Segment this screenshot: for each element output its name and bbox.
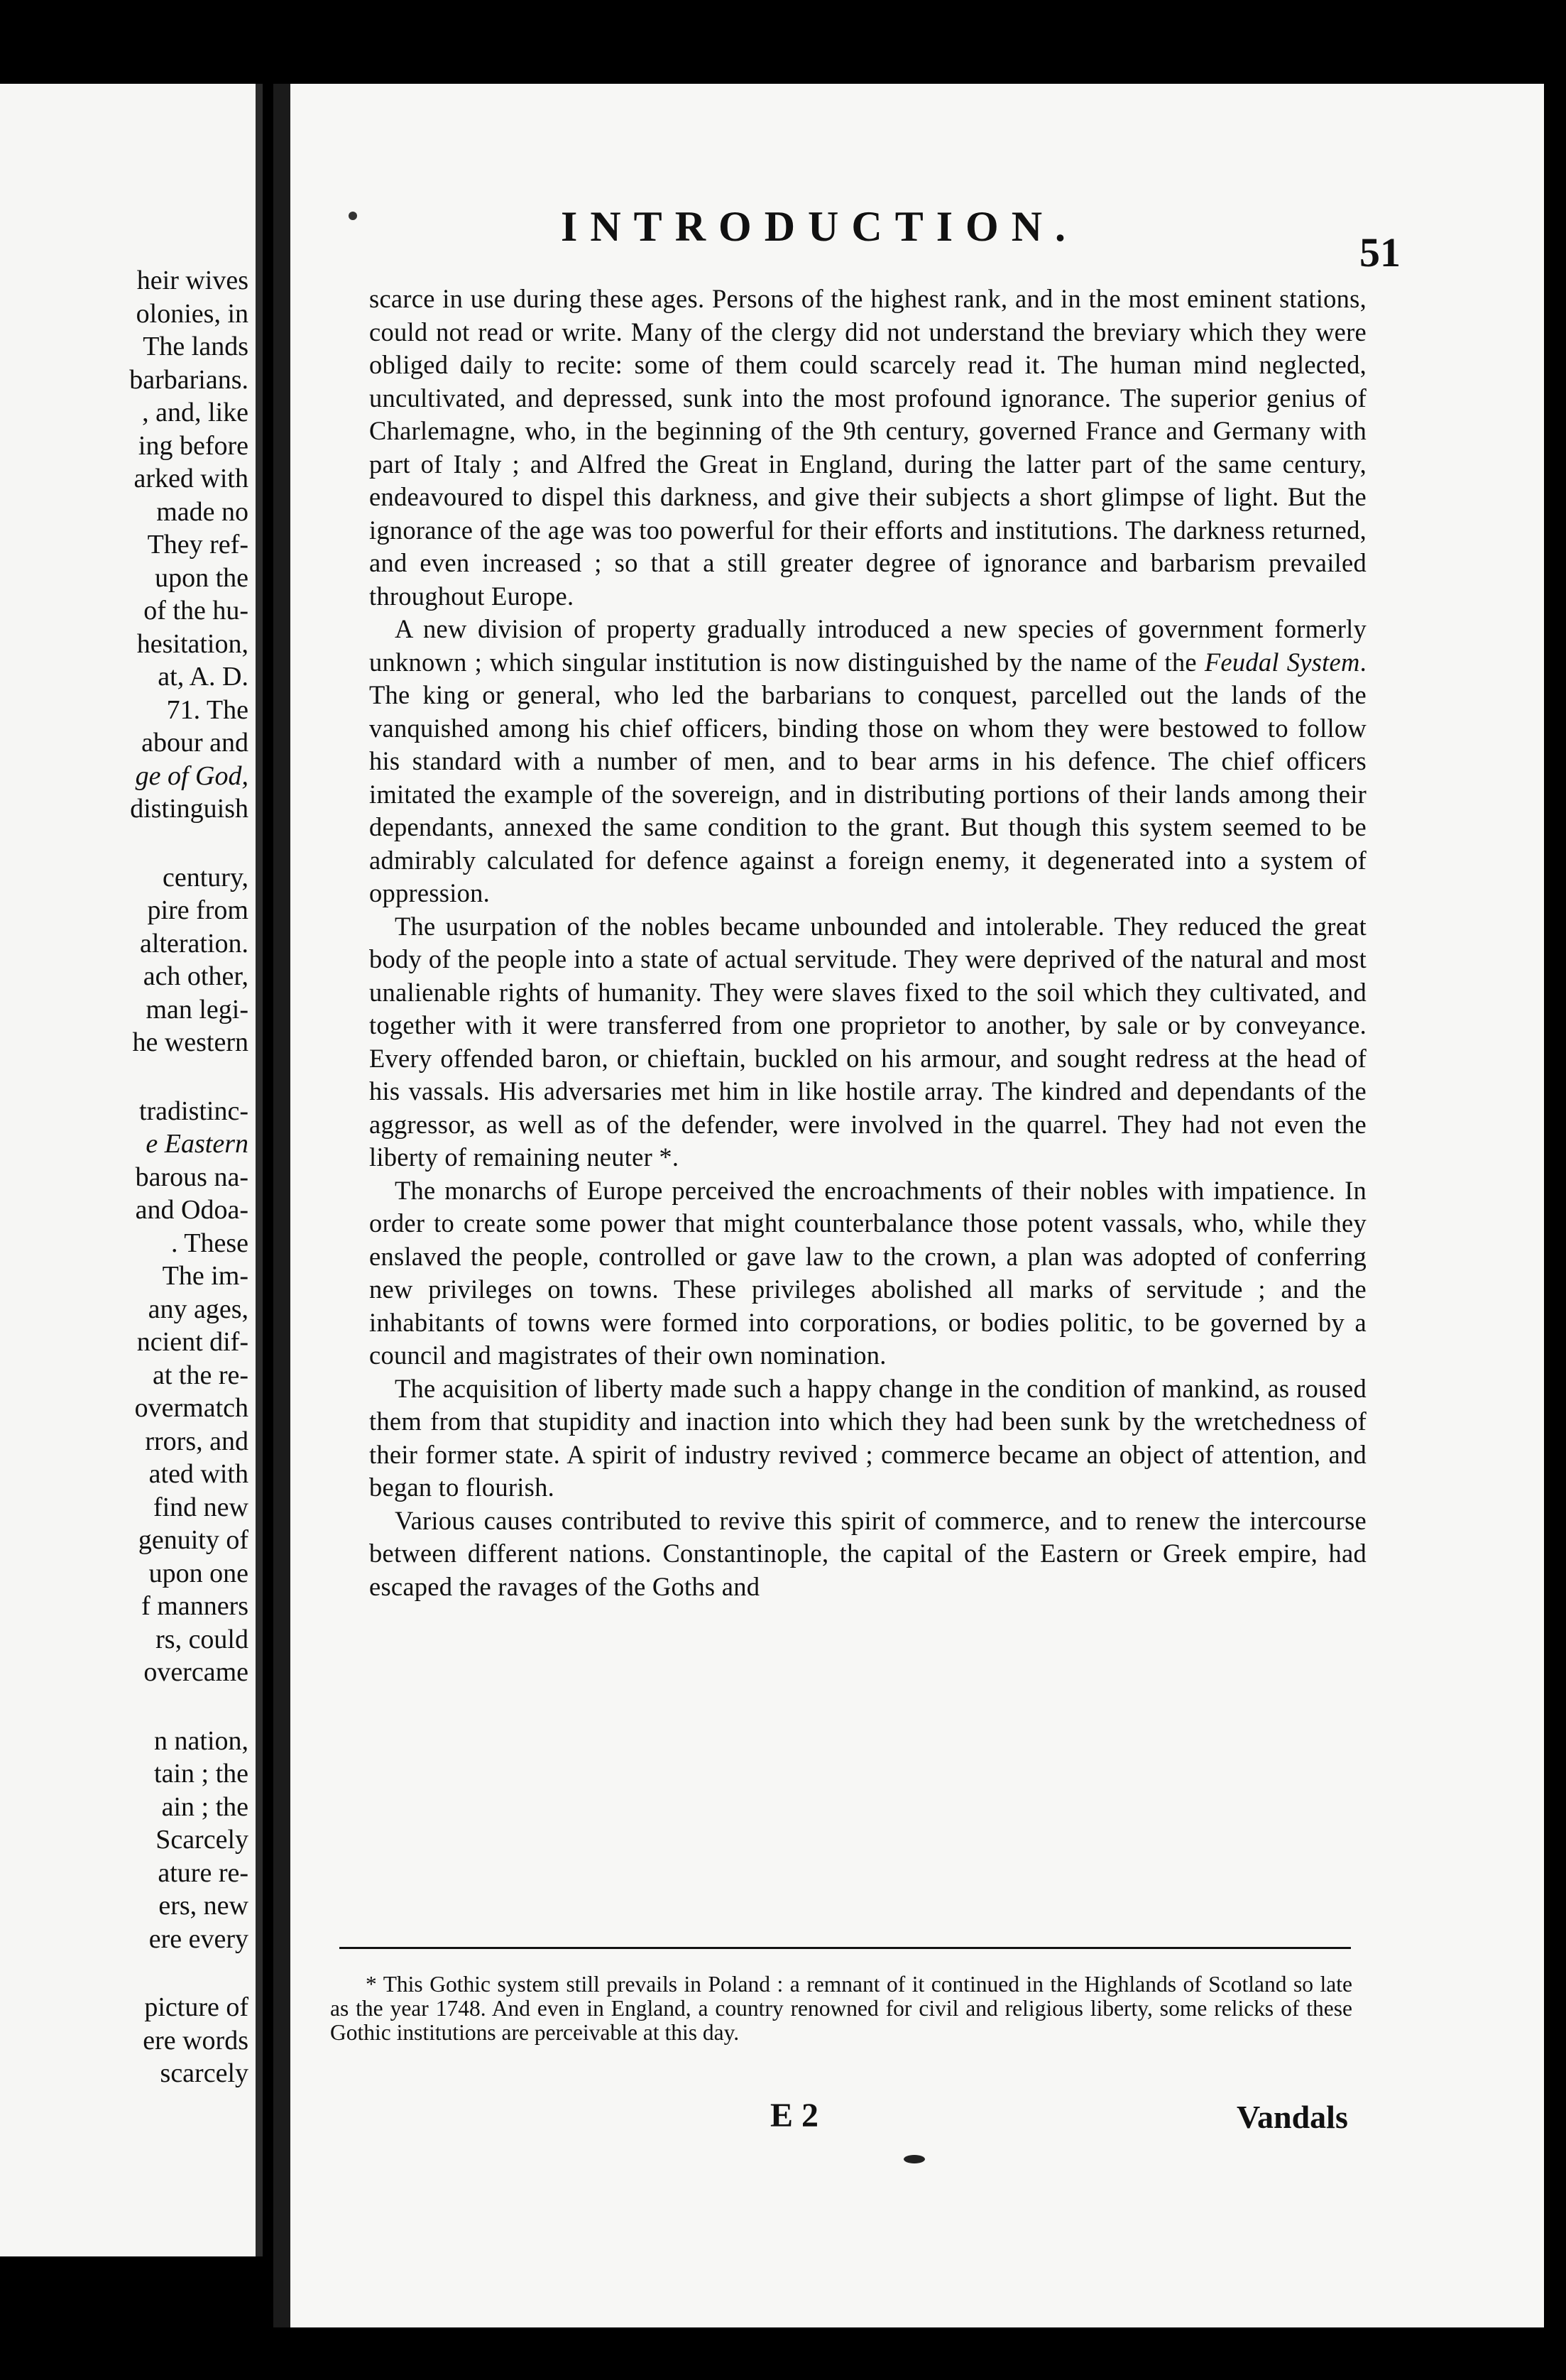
- catchword: Vandals: [1237, 2099, 1348, 2135]
- facing-page-line: at the re-: [152, 1360, 248, 1390]
- facing-page-line: ge of God,: [135, 760, 248, 791]
- facing-page-line: hesitation,: [136, 628, 248, 659]
- facing-page-line: tradistinc-: [138, 1096, 248, 1126]
- facing-page-line: distinguish: [130, 794, 248, 824]
- facing-page-line: at, A. D.: [158, 662, 248, 692]
- facing-page-line: The lands: [143, 332, 248, 361]
- facing-page-line: . These: [170, 1228, 248, 1258]
- paragraph: Various causes contributed to revive this spirit of commerce, and to renew the intercourse between different nations. Constantinople, the capital of the Eastern or Greek empire, had escaped the ravages of the Goths and: [369, 1505, 1367, 1601]
- facing-page-line: ing before: [138, 430, 248, 461]
- facing-page-line: ncient dif-: [136, 1327, 248, 1357]
- page-number: 51: [1359, 229, 1401, 275]
- facing-page-fragment: [0, 84, 263, 2256]
- facing-page-line: of the hu-: [143, 596, 248, 626]
- body-text: [369, 283, 1367, 1603]
- facing-page-line: any ages,: [148, 1294, 248, 1324]
- facing-page-line: century,: [163, 862, 248, 892]
- facing-page-line: 71. The: [166, 694, 248, 725]
- facing-page-line: barous na-: [135, 1162, 248, 1192]
- facing-page-line: ere every: [148, 1923, 248, 1954]
- footnote-rule: [339, 1947, 1351, 1949]
- facing-page-line: tain ; the: [154, 1759, 248, 1789]
- paragraph: A new division of property gradually introduced a new species of government formerly unknown ; which singular institution is now distinguished by the name of the Feudal System. The king or general, who led the barbarians to conquest, parcelled out the lands of the vanquished among his chief officers, binding those on whom they were bestowed to follow his standard with a number of men, and to bear arms in his defence. The chief officers imitated the example of the sovereign, and in distributing portions of their lands among their dependants, annexed the same condition to the grant. But though this system seemed to be admirably calculated for defence against a foreign enemy, it degenerated into a system of oppression.: [369, 614, 1367, 907]
- paragraph: The acquisition of liberty made such a happy change in the condition of mankind, as roused them from that stupidity and inaction into which they had been sunk by the wretchedness of their former state. A spirit of industry revived ; commerce became an object of attention, and began to flourish.: [369, 1373, 1367, 1502]
- facing-page-line: ach other,: [143, 961, 248, 991]
- facing-page-line: ain ; the: [161, 1791, 248, 1822]
- facing-page-line: ere words: [143, 2025, 248, 2056]
- facing-page-line: overmatch: [134, 1393, 248, 1423]
- facing-page-line: upon the: [155, 562, 248, 593]
- facing-page-line: and Odoa-: [135, 1195, 248, 1225]
- paragraph: The monarchs of Europe perceived the encroachments of their nobles with impatience. In order to create some power that might counterbalance those potent vassals, who, while they enslaved the people, controlled or gave law to the crown, a plan was adopted of conferring new privileges on towns. These privileges abolished all marks of servitude ; and the inhabitants of towns were formed into corporations, or bodies politic, to be governed by a council and magistrates of their own nomination.: [369, 1175, 1367, 1370]
- facing-page-line: barbarians.: [129, 364, 248, 395]
- facing-page-line: pire from: [147, 895, 248, 925]
- facing-page-line: find new: [153, 1492, 248, 1522]
- signature-mark: E 2: [770, 2097, 819, 2134]
- facing-page-line: olonies, in: [136, 298, 248, 329]
- facing-page-line: They ref-: [147, 530, 248, 559]
- facing-page-line: rs, could: [155, 1624, 248, 1654]
- footnote: * This Gothic system still prevails in Poland : a remnant of it continued in the Highlands of Scotland so late as the year 1748. And even in England, a country renowned for civil and religious liberty, some relicks of these Gothic institutions are perceivable at this day.: [330, 1972, 1352, 2045]
- facing-page-line: genuity of: [138, 1525, 248, 1555]
- facing-page-line: ature re-: [158, 1857, 248, 1888]
- facing-page-line: upon one: [148, 1558, 248, 1588]
- facing-page-line: man legi-: [146, 994, 248, 1025]
- facing-page-line: n nation,: [154, 1725, 248, 1756]
- facing-page-line: e Eastern: [146, 1129, 248, 1159]
- emphasized-term: Feudal System: [1204, 647, 1360, 677]
- facing-page-line: rrors, and: [145, 1426, 248, 1456]
- facing-page-line: Scarcely: [155, 1825, 248, 1855]
- ink-dot: [349, 212, 357, 220]
- paragraph: scarce in use during these ages. Persons of the highest rank, and in the most eminent stations, could not read or write. Many of the clergy did not understand the breviary which they were obliged daily to recite: some of them could scarcely read it. The human mind neglected, uncultivated, and depressed, sunk into the most profound ignorance. The superior genius of Charlemagne, who, in the beginning of the 9th century, governed France and Germany with part of Italy ; and Alfred the Great in England, during the latter part of the same century, endeavoured to dispel this darkness, and give their subjects a short glimpse of light. But the ignorance of the age was too powerful for their efforts and institutions. The darkness returned, and even increased ; so that a still greater degree of ignorance and barbarism prevailed throughout Europe.: [369, 284, 1367, 611]
- facing-page-line: heir wives: [136, 266, 248, 295]
- facing-page-line: scarcely: [160, 2058, 248, 2088]
- facing-page-line: , and, like: [142, 398, 248, 427]
- facing-page-line: alteration.: [140, 928, 248, 959]
- facing-page-line: he western: [132, 1027, 248, 1057]
- facing-page-line: ated with: [148, 1459, 248, 1489]
- paragraph: The usurpation of the nobles became unbounded and intolerable. They reduced the great body of the people into a state of actual servitude. They were deprived of the natural and most unalienable rights of humanity. They were slaves fixed to the soil which they cultivated, and together with it were transferred from one proprietor to another, by sale or by conveyance. Every offended baron, or chieftain, buckled on his armour, and sought redress at the head of his vassals. His adversaries met him in like hostile array. The kindred and dependants of the aggressor, as well as of the defender, were involved in the quarrel. They had not even the liberty of remaining neuter *.: [369, 911, 1367, 1172]
- ink-blot: [904, 2155, 925, 2163]
- facing-page-line: The im-: [162, 1261, 248, 1291]
- facing-page-line: f manners: [141, 1591, 248, 1621]
- facing-page-line: overcame: [143, 1657, 248, 1687]
- facing-page-line: abour and: [141, 728, 248, 758]
- running-head: INTRODUCTION.: [561, 203, 1079, 250]
- facing-page-line: ers, new: [158, 1891, 248, 1921]
- facing-page-line: made no: [156, 496, 248, 527]
- facing-page-line: picture of: [144, 1992, 248, 2022]
- facing-page-line: arked with: [133, 464, 248, 493]
